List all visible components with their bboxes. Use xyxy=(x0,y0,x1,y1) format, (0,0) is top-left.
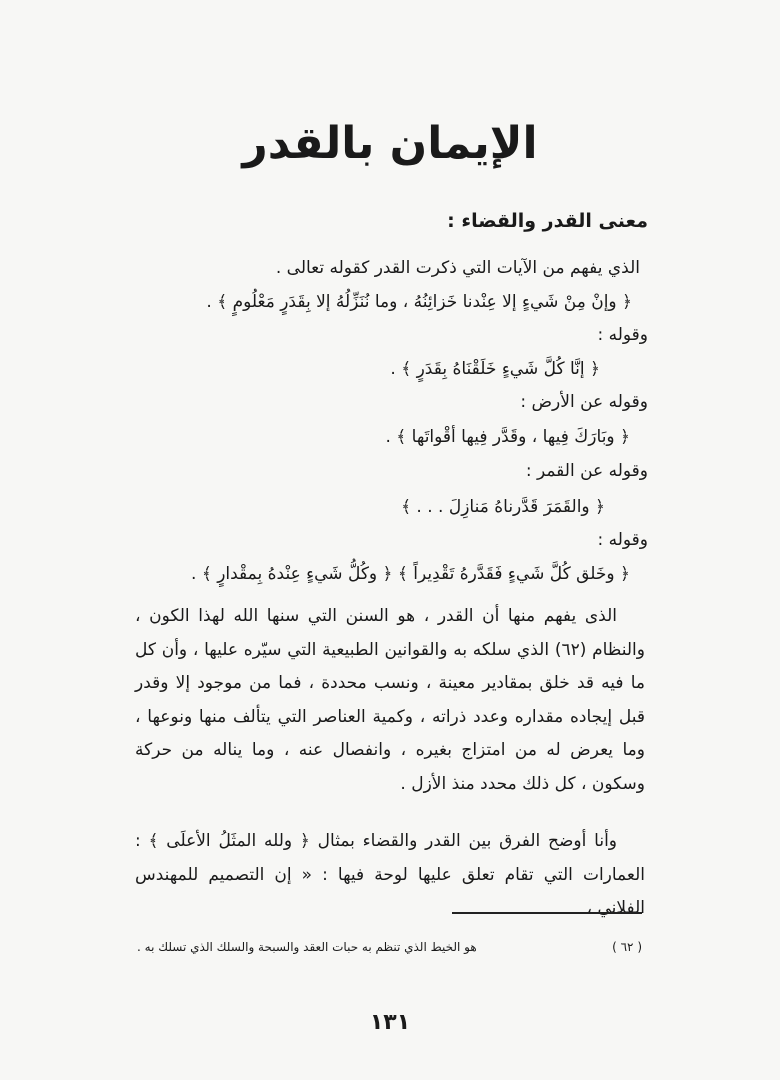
verse-line: وقوله عن الأرض : xyxy=(520,392,648,412)
verse-line: ﴿ إنَّا كُلَّ شَيءٍ خَلَقْنَاهُ بِقَدَرٍ ﴾ . xyxy=(390,359,600,379)
footnote-number: ( ٦٢ ) xyxy=(612,940,642,954)
page-number: ١٣١ xyxy=(369,1010,411,1035)
footnote xyxy=(137,940,642,954)
verse-line: ﴿ وبَارَكَ فِيها ، وقَدَّر فِيها أقْواتَها ﴾ . xyxy=(385,427,630,447)
verse-line: الذي يفهم من الآيات التي ذكرت القدر كقوله تعالى . xyxy=(275,258,640,278)
verse-line: ﴿ وخَلق كُلَّ شَيءٍ فَقَدَّرهُ تَقْدِيراً ﴾ ﴿ وكُلُّ شَيءٍ عِنْدهُ بِمقْدارٍ ﴾ . xyxy=(191,564,630,584)
verse-line: وقوله : xyxy=(597,325,648,345)
verse-line: ﴿ والقَمَرَ قَدَّرناهُ مَنازِلَ . . . ﴾ xyxy=(401,497,605,517)
verse-line: وقوله عن القمر : xyxy=(525,461,648,481)
footnote-divider xyxy=(452,912,642,914)
paragraph-body: الذى يفهم منها أن القدر ، هو السنن التي سنها الله لهذا الكون ، والنظام (٦٢) الذي سلكه به والقوانين الطبيعية التي سيّره عليها ، وأن كل ما فيه قد خلق بمقادير معينة ، ونسب محددة ، فما من موجود إلا وقدر قبل إيجاده مقداره وعدد ذراته ، وكمية العناصر التي يتألف منها ونوعها ، وما يعرض له من امتزاج بغيره ، وانفصال عنه ، وما يناله من حركة وسكون ، كل ذلك محدد منذ الأزل . xyxy=(135,606,645,794)
verse-line: ﴿ وإنْ مِنْ شَيءٍ إلا عِنْدنا خَزائِنُهُ ، وما نُنَزِّلُهُ إلا بِقَدَرٍ مَعْلُومٍ ﴾ . xyxy=(206,292,632,312)
chapter-title: الإيمان بالقدر xyxy=(242,118,538,169)
footnote-text: هو الخيط الذي تنظم به حبات العقد والسبحة والسلك الذي تسلك به . xyxy=(137,940,477,954)
verse-line: وقوله : xyxy=(597,530,648,550)
section-heading: معنى القدر والقضاء : xyxy=(447,210,648,232)
paragraph-body: وأنا أوضح الفرق بين القدر والقضاء بمثال ﴿ ولله المثَلُ الأعلَى ﴾ : العمارات التي تقام تعلق عليها لوحة فيها : « إن التصميم للمهندس الفلاني ، xyxy=(135,831,645,918)
